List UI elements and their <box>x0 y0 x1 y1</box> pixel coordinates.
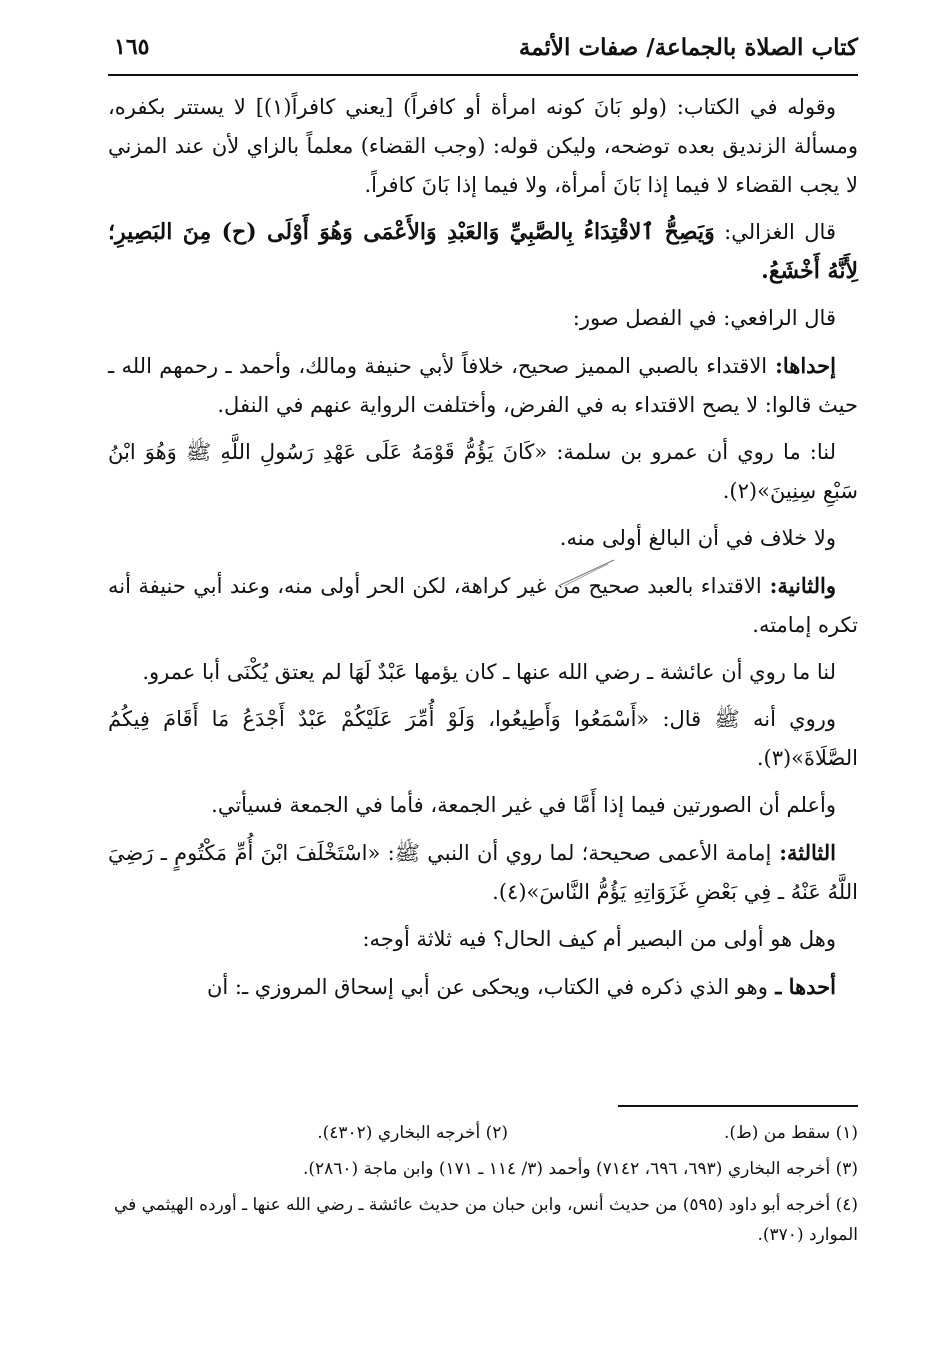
paragraph <box>108 566 858 645</box>
paragraph-text: لنا: ما روي أن عمرو بن سلمة: «كَانَ يَؤُمُّ قَوْمَهُ عَلَى عَهْدِ رَسُولِ اللَّهِ ﷺ وَهُوَ ابْنُ سَبْعِ سِنِينَ»(٢). <box>108 440 858 503</box>
paragraph <box>108 833 858 912</box>
footnote-2: (٢) أخرجه البخاري (٤٣٠٢). <box>317 1123 508 1143</box>
paragraph-text: ولا خلاف في أن البالغ أولى منه. <box>559 526 836 550</box>
footnote-3: (٣) أخرجه البخاري (٦٩٣، ٦٩٦، ٧١٤٢) وأحمد (٣/ ١١٤ ـ ١٧١) وابن ماجة (٢٨٦٠). <box>302 1159 858 1179</box>
footnote-4: (٤) أخرجه أبو داود (٥٩٥) من حديث أنس، وابن حبان من حديث عائشة ـ رضي الله عنها ـ أورده الهيثمي في الموارد (٣٧٠). <box>113 1195 858 1245</box>
page-header <box>108 30 858 70</box>
paragraph <box>108 920 858 959</box>
paragraph-text: وروي أنه ﷺ قال: «أَسْمَعُوا وَأَطِيعُوا، وَلَوْ أُمِّرَ عَلَيْكُمْ عَبْدٌ أَجْدَعُ مَا أَقَامَ فِيكُمُ الصَّلَاةَ»(٣). <box>108 707 858 770</box>
paragraph <box>108 519 858 558</box>
paragraph <box>108 433 858 511</box>
paragraph <box>108 653 858 692</box>
page-number: ١٦٥ <box>114 34 150 60</box>
paragraph <box>108 88 858 205</box>
paragraph-text: وقوله في الكتاب: (ولو بَانَ كونه امرأة أو كافراً) [يعني كافراً(١)] لا يستتر بكفره، ومسألة الزنديق بعده توضحه، وليكن قوله: (وجب القضاء) معلماً بالزاي لأن عند المزني لا يجب القضاء لا فيما إذا بَانَ أمرأة، ولا فيما إذا بَانَ كافراً. <box>108 95 858 197</box>
paragraph-lead: قال الغزالي: <box>714 220 836 244</box>
pen-stroke-mark <box>556 558 616 588</box>
paragraph-text: الاقتداء بالصبي المميز صحيح، خلافاً لأبي حنيفة ومالك، وأحمد ـ رحمهم الله ـ حيث قالوا: لا يصح الاقتداء به في الفرض، وأختلفت الرواية عنهم في النفل. <box>108 354 858 417</box>
paragraph <box>108 967 858 1007</box>
paragraph-lead: والثانية: <box>761 573 836 598</box>
paragraph-ghazali <box>108 213 858 291</box>
paragraph-text: وأعلم أن الصورتين فيما إذا أَمَّا في غير الجمعة، فأما في الجمعة فسيأتي. <box>211 793 836 817</box>
paragraph-lead: الثالثة: <box>771 840 836 865</box>
paragraph <box>108 786 858 825</box>
ghazali-quote: وَيَصِحُّ ٱلاقْتِدَاءُ بِالصَّبِيِّ وَالعَبْدِ وَالأَعْمَى وَهُوَ أَوْلَى (ح) مِنَ البَصِيرِ؛ لِأَنَّهُ أَخْشَعُ. <box>108 219 858 284</box>
running-title: كتاب الصلاة بالجماعة/ صفات الأئمة <box>518 34 858 61</box>
footnote-row <box>108 1118 858 1148</box>
footnote-1: (١) سقط من (ط). <box>723 1123 858 1143</box>
paragraph-text: قال الرافعي: في الفصل صور: <box>572 306 836 330</box>
paragraph-text: إمامة الأعمى صحيحة؛ لما روي أن النبي ﷺ: «اسْتَخْلَفَ ابْنَ أُمِّ مَكْتُومٍ ـ رَضِيَ اللَّهُ عَنْهُ ـ فِي بَعْضِ غَزَوَاتِهِ يَؤُمُّ النَّاسَ»(٤). <box>108 841 858 904</box>
paragraph-text: الاقتداء بالعبد صحيح من غير كراهة، لكن الحر أولى منه، وعند أبي حنيفة أنه تكره إمامته. <box>108 574 858 637</box>
paragraph <box>108 299 858 338</box>
paragraph-text: وهل هو أولى من البصير أم كيف الحال؟ فيه ثلاثة أوجه: <box>362 927 836 951</box>
footnote-rule <box>618 1105 858 1107</box>
paragraph <box>108 346 858 425</box>
paragraph-text: لنا ما روي أن عائشة ـ رضي الله عنها ـ كان يؤمها عَبْدٌ لَهَا لم يعتق يُكْنَى أبا عمرو. <box>142 660 836 684</box>
paragraph-lead: إحداها: <box>767 353 836 378</box>
main-text <box>108 88 858 1015</box>
paragraph-text: وهو الذي ذكره في الكتاب، ويحكى عن أبي إسحاق المروزي ـ: أن <box>206 975 768 999</box>
paragraph <box>108 700 858 778</box>
paragraph-lead: أحدها ـ <box>767 974 836 999</box>
footnotes <box>108 1118 858 1256</box>
header-rule <box>108 74 858 76</box>
